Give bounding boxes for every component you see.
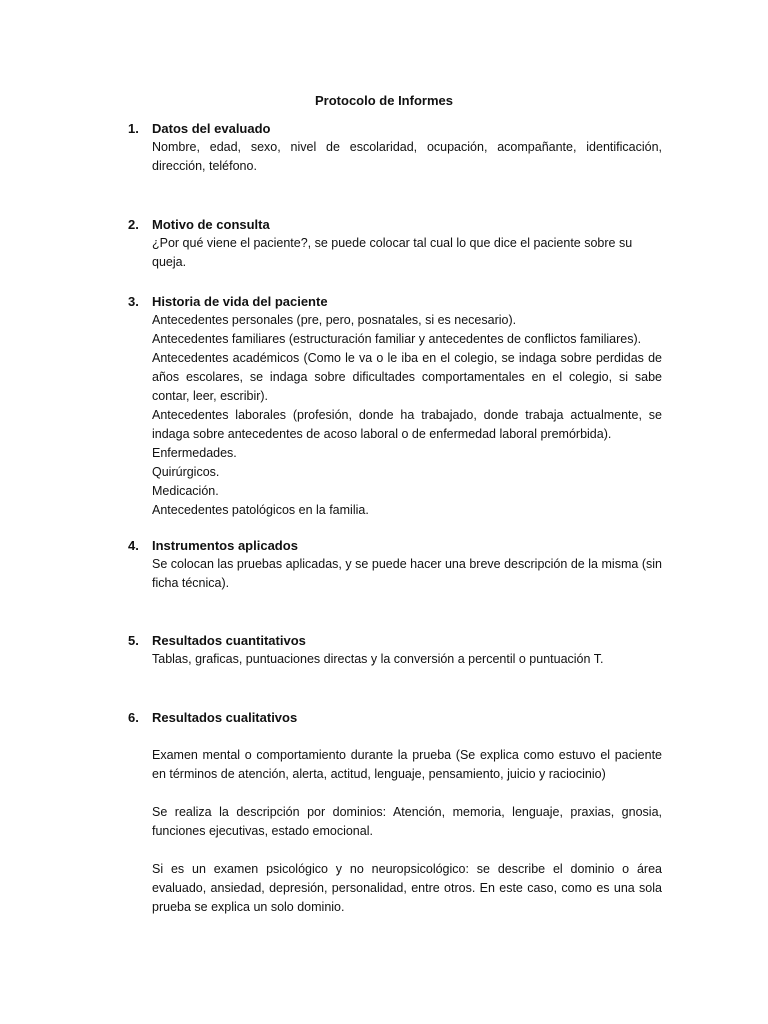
section-body xyxy=(152,138,662,176)
section-heading: Resultados cuantitativos xyxy=(152,633,306,648)
paragraph: Examen mental o comportamiento durante la prueba (Se explica como estuvo el paciente en términos de atención, alerta, actitud, lenguaje, pensamiento, juicio y raciocinio) xyxy=(152,748,662,781)
section-number: 2. xyxy=(128,217,139,232)
paragraph: Se colocan las pruebas aplicadas, y se puede hacer una breve descripción de la misma (sin ficha técnica). xyxy=(152,557,662,590)
section-body xyxy=(152,311,662,520)
paragraph: Se realiza la descripción por dominios: Atención, memoria, lenguaje, praxias, gnosia, funciones ejecutivas, estado emocional. xyxy=(152,805,662,838)
paragraph: Antecedentes patológicos en la familia. xyxy=(152,503,369,517)
paragraph: Medicación. xyxy=(152,484,219,498)
section-body xyxy=(152,234,662,272)
section-body xyxy=(152,555,662,593)
paragraph: Antecedentes académicos (Como le va o le iba en el colegio, se indaga sobre perdidas de años escolares, se indaga sobre dificultades comportamentales en el colegio, si sabe contar, leer, escribir). xyxy=(152,351,662,403)
paragraph: Tablas, graficas, puntuaciones directas y la conversión a percentil o puntuación T. xyxy=(152,652,604,666)
paragraph: ¿Por qué viene el paciente?, se puede colocar tal cual lo que dice el paciente sobre su queja. xyxy=(152,236,633,269)
paragraph: Antecedentes laborales (profesión, donde ha trabajado, donde trabaja actualmente, se indaga sobre antecedentes de acoso laboral o de enfermedad laboral premórbida). xyxy=(152,408,662,441)
paragraph: Si es un examen psicológico y no neuropsicológico: se describe el dominio o área evaluado, ansiedad, depresión, personalidad, entre otros. En este caso, como es una sola prueba se explica un solo dominio. xyxy=(152,862,662,914)
section-number: 5. xyxy=(128,633,139,648)
section-number: 6. xyxy=(128,710,139,725)
section-number: 4. xyxy=(128,538,139,553)
section-heading: Historia de vida del paciente xyxy=(152,294,328,309)
section-heading: Instrumentos aplicados xyxy=(152,538,298,553)
section-number: 3. xyxy=(128,294,139,309)
paragraph: Antecedentes personales (pre, pero, posnatales, si es necesario). xyxy=(152,313,517,327)
paragraph: Antecedentes familiares (estructuración familiar y antecedentes de conflictos familiares). xyxy=(152,332,642,346)
paragraph: Enfermedades. xyxy=(152,446,237,460)
section-number: 1. xyxy=(128,121,139,136)
section-heading: Motivo de consulta xyxy=(152,217,270,232)
paragraph: Nombre, edad, sexo, nivel de escolaridad, ocupación, acompañante, identificación, dirección, teléfono. xyxy=(152,140,662,173)
section-body xyxy=(152,650,662,669)
paragraph: Quirúrgicos. xyxy=(152,465,220,479)
section-heading: Resultados cualitativos xyxy=(152,710,298,725)
section-heading: Datos del evaluado xyxy=(152,121,271,136)
document-title: Protocolo de Informes xyxy=(315,93,453,108)
section-body xyxy=(152,746,662,917)
